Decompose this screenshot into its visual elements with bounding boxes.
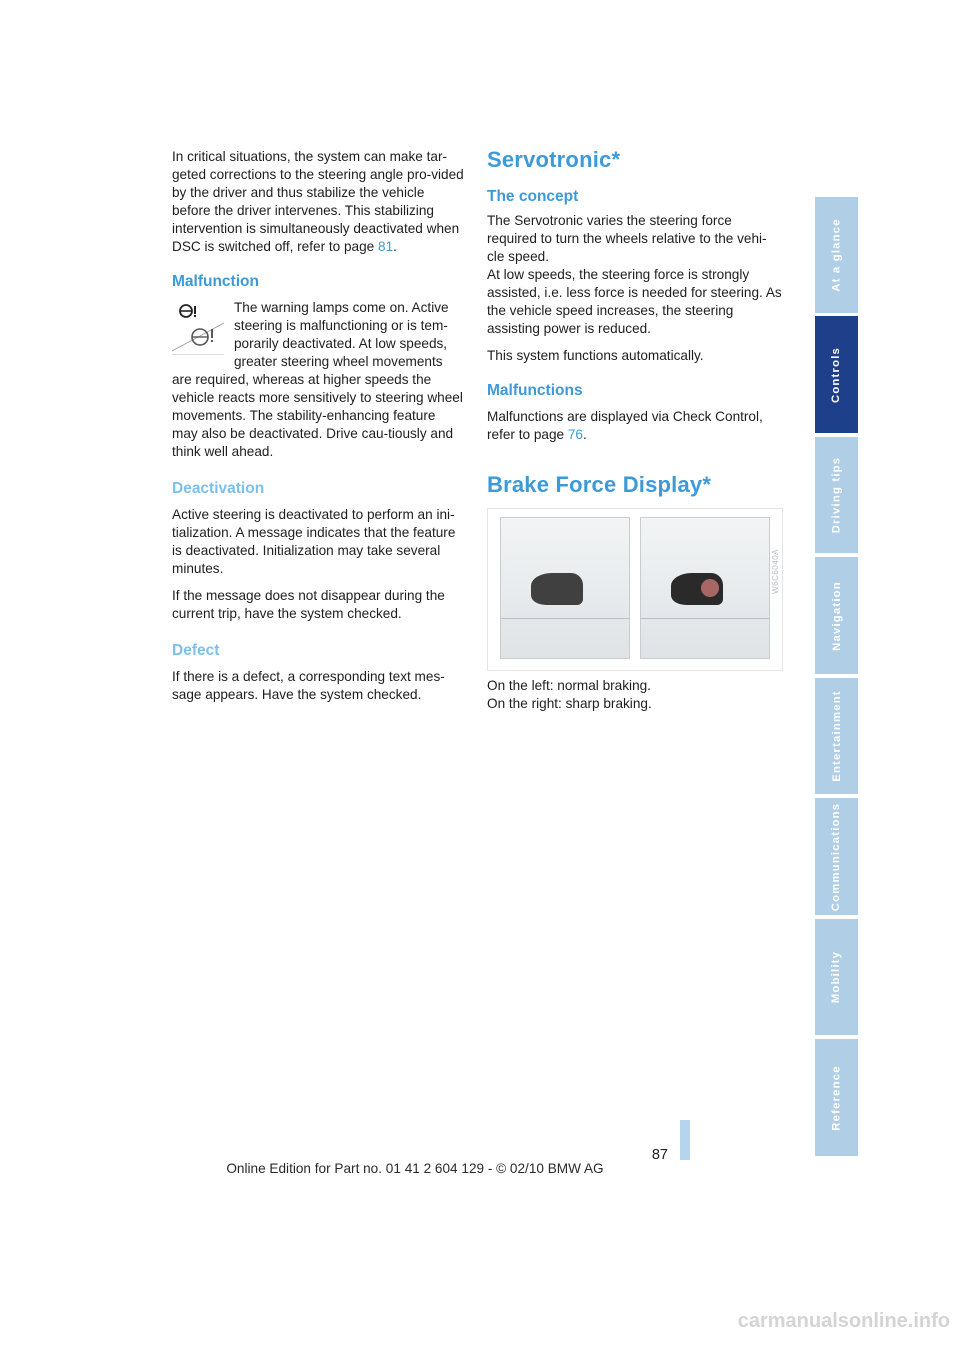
brake-caption: On the left: normal braking. On the right: sharp braking. bbox=[487, 678, 652, 711]
tab-entertainment[interactable]: Entertainment bbox=[815, 678, 858, 794]
left-column bbox=[172, 148, 464, 713]
page-marker-strip bbox=[680, 1120, 690, 1160]
intro-paragraph: In critical situations, the system can make tar-geted corrections to the steering angle pro-vided by the driver and thus stabilize the vehicle before the driver intervenes. This stabilizing intervention is simultaneously deactivated when DSC is switched off, refer to page 81. bbox=[172, 149, 464, 254]
image-code: W6C6040A bbox=[771, 549, 780, 594]
steering-warning-icon bbox=[172, 303, 224, 355]
tab-reference[interactable]: Reference bbox=[815, 1039, 858, 1156]
brake-force-figure bbox=[487, 508, 783, 671]
defect-heading: Defect bbox=[172, 642, 220, 659]
malfunctions-heading: Malfunctions bbox=[487, 382, 583, 399]
tab-controls[interactable]: Controls bbox=[815, 316, 858, 433]
concept-text-2: At low speeds, the steering force is strongly assisted, i.e. less force is needed for steering. As the vehicle speed increases, the steering assisting power is reduced. bbox=[487, 267, 782, 336]
malfunction-text-indented: The warning lamps come on. Active steering is malfunctioning or is tem-porarily deactivated. At low speeds, greater steering wheel movements bbox=[234, 300, 449, 369]
page-link[interactable]: 81 bbox=[378, 239, 394, 254]
right-column bbox=[487, 148, 783, 722]
page-link[interactable]: 76 bbox=[567, 427, 583, 442]
page-number: 87 bbox=[651, 1147, 668, 1163]
sharp-braking-image bbox=[640, 517, 770, 659]
watermark: carmanualsonline.info bbox=[737, 1310, 950, 1332]
concept-text: The Servotronic varies the steering force required to turn the wheels relative to the vehi-cle speed. bbox=[487, 213, 767, 264]
footer: Online Edition for Part no. 01 41 2 604 129 - © 02/10 BMW AG bbox=[226, 1161, 604, 1176]
tab-communications[interactable]: Communications bbox=[815, 798, 858, 915]
malfunctions-text: Malfunctions are displayed via Check Control, refer to page 76. bbox=[487, 409, 763, 442]
deactivation-heading: Deactivation bbox=[172, 480, 265, 497]
concept-heading: The concept bbox=[487, 188, 579, 205]
tail-lamp-lit bbox=[671, 573, 723, 605]
malfunction-heading: Malfunction bbox=[172, 273, 259, 290]
servotronic-title: Servotronic* bbox=[487, 147, 621, 172]
brake-force-title: Brake Force Display* bbox=[487, 472, 712, 497]
malfunction-text: are required, whereas at higher speeds the vehicle reacts more sensitively to steering wheel movements. The stability-enhancing feature may also be deactivated. Drive cau-tiously and think well ahead. bbox=[172, 372, 463, 459]
deactivation-para-2: If the message does not disappear during the current trip, have the system checked. bbox=[172, 588, 445, 621]
tab-mobility[interactable]: Mobility bbox=[815, 919, 858, 1035]
malfunction-block bbox=[172, 299, 464, 461]
defect-text: If there is a defect, a corresponding text mes-sage appears. Have the system checked. bbox=[172, 669, 445, 702]
auto-text: This system functions automatically. bbox=[487, 348, 704, 363]
normal-braking-image bbox=[500, 517, 630, 659]
deactivation-para-1: Active steering is deactivated to perform an ini-tialization. A message indicates that the feature is deactivated. Initialization may take several minutes. bbox=[172, 507, 456, 576]
tail-lamp bbox=[531, 573, 583, 605]
tab-at-a-glance[interactable]: At a glance bbox=[815, 197, 858, 313]
tab-driving-tips[interactable]: Driving tips bbox=[815, 437, 858, 553]
tab-navigation[interactable]: Navigation bbox=[815, 557, 858, 674]
